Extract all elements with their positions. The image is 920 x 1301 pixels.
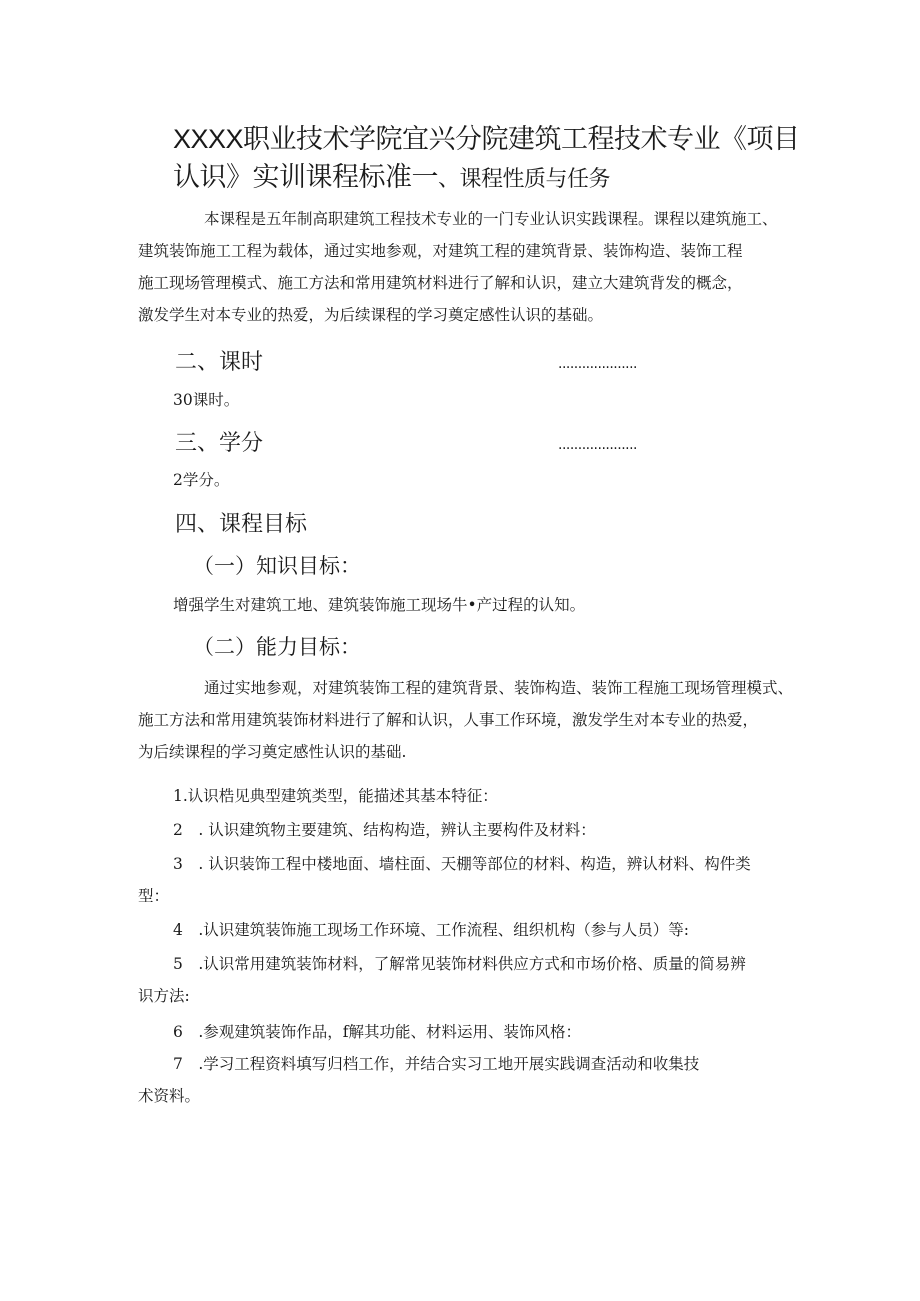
section3-heading: 三、学分 — [175, 430, 264, 455]
intro-line: 建筑装饰施工工程为载体，通过实地参观，对建筑工程的建筑背景、装饰构造、装饰工程 — [138, 242, 743, 260]
ability-line: 为后续课程的学习奠定感性认识的基础. — [138, 743, 407, 761]
ability-items-list — [138, 780, 751, 1112]
list-item: 7 .学习工程资料填写归档工作，并结合实习工地开展实践调查活动和收集技 — [173, 1055, 700, 1073]
intro-line: 激发学生对本专业的热爱，为后续课程的学习奠定感性认识的基础。 — [138, 306, 604, 324]
section3-text: 2学分。 — [173, 471, 230, 489]
list-item: 5 .认识常用建筑装饰材料，了解常见装饰材料供应方式和市场价格、质量的简易辨 — [173, 955, 746, 973]
section3-leader-dots: .................... — [558, 437, 638, 453]
ability-goal-heading: （二）能力目标： — [193, 636, 361, 659]
ability-line: 通过实地参观，对建筑装饰工程的建筑背景、装饰构造、装饰工程施工现场管理模式、 — [204, 679, 794, 697]
title-line-2-main: 认识》实训课程标准一 — [173, 162, 438, 192]
section2-text: 30课时。 — [173, 391, 240, 409]
intro-line: 本课程是五年制高职建筑工程技术专业的一门专业认识实践课程。课程以建筑施工、 — [204, 210, 778, 228]
list-item: 3 . 认识装饰工程中楼地面、墙柱面、天棚等部位的材料、构造，辨认材料、构件类 — [173, 855, 751, 873]
document-title — [173, 120, 813, 198]
title-line-2 — [173, 158, 813, 198]
section1-heading: 、课程性质与任务 — [438, 166, 611, 191]
list-item: 4 .认识建筑装饰施工现场工作环境、工作流程、组织机构（参与人员）等: — [173, 921, 690, 939]
knowledge-goal-heading: （一）知识目标： — [193, 555, 361, 578]
section2-leader-dots: .................... — [558, 356, 638, 372]
ability-goal-paragraph — [138, 672, 794, 768]
list-item-continuation: 识方法: — [138, 987, 190, 1005]
title-line-1: XXXX职业技术学院宜兴分院建筑工程技术专业《项目 — [173, 124, 800, 154]
list-item: 1.认识梏见典型建筑类型，能描述其基本特征： — [173, 787, 498, 805]
intro-paragraph — [138, 203, 778, 331]
section2-heading: 二、课时 — [175, 349, 264, 374]
list-item: 6 .参观建筑装饰作品，f解其功能、材料运用、装饰风格： — [173, 1023, 582, 1041]
list-item-continuation: 术资料。 — [138, 1087, 201, 1105]
ability-line: 施工方法和常用建筑装饰材料进行了解和认识，人事工作环境，激发学生对本专业的热爱， — [138, 711, 759, 729]
intro-line: 施工现场管理模式、施工方法和常用建筑材料进行了解和认识，建立大建筑背发的概念， — [138, 274, 743, 292]
knowledge-goal-text: 增强学生对建筑工地、建筑装饰施工现场牛•产过程的认知。 — [173, 596, 586, 614]
list-item-continuation: 型： — [138, 887, 170, 905]
list-item: 2 . 认识建筑物主要建筑、结构构造，辨认主要构件及材料： — [173, 821, 596, 839]
section4-heading: 四、课程目标 — [175, 511, 308, 536]
